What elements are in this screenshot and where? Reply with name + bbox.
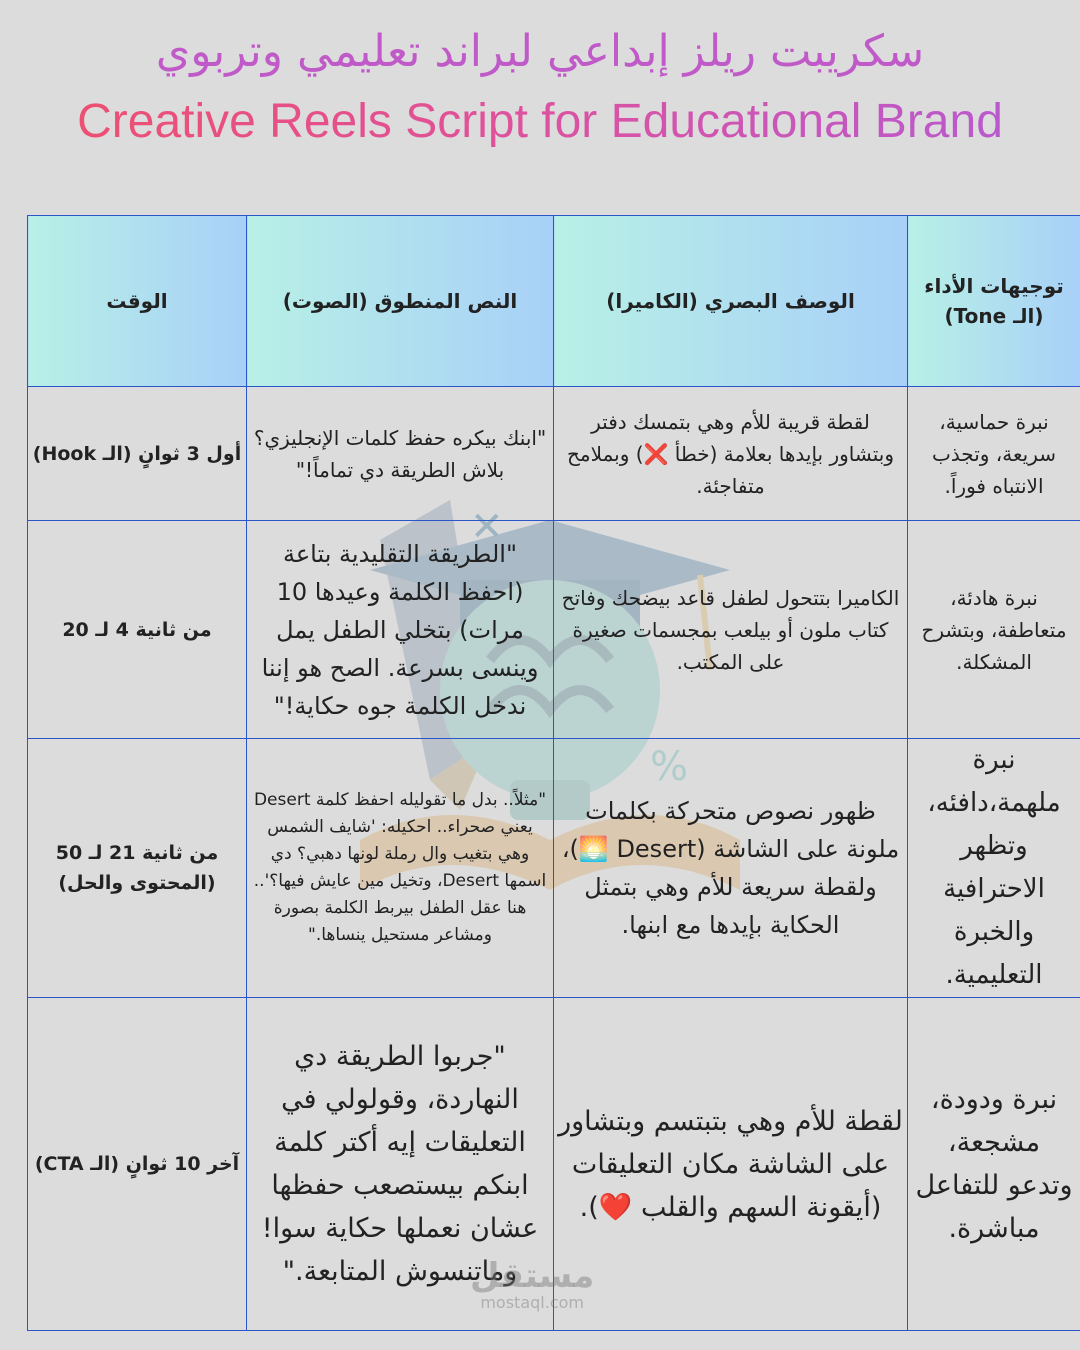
row-3-time: من ثانية 21 لـ 50 (المحتوى والحل)	[28, 739, 247, 998]
header-tone: توجيهات الأداء (الـ Tone)	[908, 216, 1080, 387]
row-3-visual: ظهور نصوص متحركة بكلمات ملونة على الشاشة (Desert 🌅)، ولقطة سريعة للأم وهي بتمثل الحكاية بإيدها مع ابنها.	[554, 739, 908, 998]
reels-script-table	[27, 215, 1080, 1331]
mostaql-domain: mostaql.com	[480, 1293, 584, 1312]
table-row	[28, 521, 1080, 739]
row-1-time: أول 3 ثوانٍ (الـ Hook)	[28, 387, 247, 521]
row-3-tone: نبرة ملهمة،دافئه، وتظهر الاحترافية والخبرة التعليمية.	[908, 739, 1080, 998]
header-visual: الوصف البصري (الكاميرا)	[554, 216, 908, 387]
row-4-voice: "جربوا الطريقة دي النهاردة، وقولولي في التعليقات إيه أكتر كلمة ابنكم بيستصعب حفظها عشان نعملها حكاية سوا! وماتنسوش المتابعة."	[247, 998, 554, 1331]
row-4-visual: لقطة للأم وهي بتبتسم وبتشاور على الشاشة مكان التعليقات (أيقونة السهم والقلب ❤️).	[554, 998, 908, 1331]
header-time: الوقت	[28, 216, 247, 387]
svg-text:✕: ✕	[470, 504, 504, 550]
svg-text:%: %	[650, 744, 689, 790]
header-voice: النص المنطوق (الصوت)	[247, 216, 554, 387]
table-row	[28, 387, 1080, 521]
table-row	[28, 998, 1080, 1331]
table-row	[28, 739, 1080, 998]
row-2-visual: الكاميرا بتتحول لطفل قاعد بيضحك وفاتح كتاب ملون أو بيلعب بمجسمات صغيرة على المكتب.	[554, 521, 908, 739]
page-title-english: Creative Reels Script for Educational Brand	[0, 92, 1080, 152]
row-1-voice: "ابنك بيكره حفظ كلمات الإنجليزي؟ بلاش الطريقة دي تماماً!"	[247, 387, 554, 521]
row-2-tone: نبرة هادئة، متعاطفة، وبتشرح المشكلة.	[908, 521, 1080, 739]
row-4-time: آخر 10 ثوانٍ (الـ CTA)	[28, 998, 247, 1331]
row-2-time: من ثانية 4 لـ 20	[28, 521, 247, 739]
mostaql-name: مستقل	[470, 1256, 595, 1296]
page-title-arabic: سكريبت ريلز إبداعي لبراند تعليمي وتربوي	[155, 26, 925, 77]
row-4-tone: نبرة ودودة، مشجعة، وتدعو للتفاعل مباشرة.	[908, 998, 1080, 1331]
row-1-visual: لقطة قريبة للأم وهي بتمسك دفتر وبتشاور بإيدها بعلامة (خطأ ❌) وبملامح متفاجئة.	[554, 387, 908, 521]
row-1-tone: نبرة حماسية، سريعة، وتجذب الانتباه فوراً.	[908, 387, 1080, 521]
header-row	[28, 216, 1080, 387]
row-3-voice: "مثلاً.. بدل ما تقوليله احفظ كلمة Desert يعني صحراء.. احكيله: 'شايف الشمس وهي بتغيب وال رملة لونها دهبي؟ دي اسمها Desert، وتخيل مين عايش فيها؟'.. هنا عقل الطفل بيربط الكلمة بصورة ومشاعر مستحيل ينساها."	[247, 739, 554, 998]
row-2-voice: "الطريقة التقليدية بتاعة (احفظ الكلمة وعيدها 10 مرات) بتخلي الطفل يمل وينسى بسرعة. الصح هو إننا ندخل الكلمة جوه حكاية!"	[247, 521, 554, 739]
